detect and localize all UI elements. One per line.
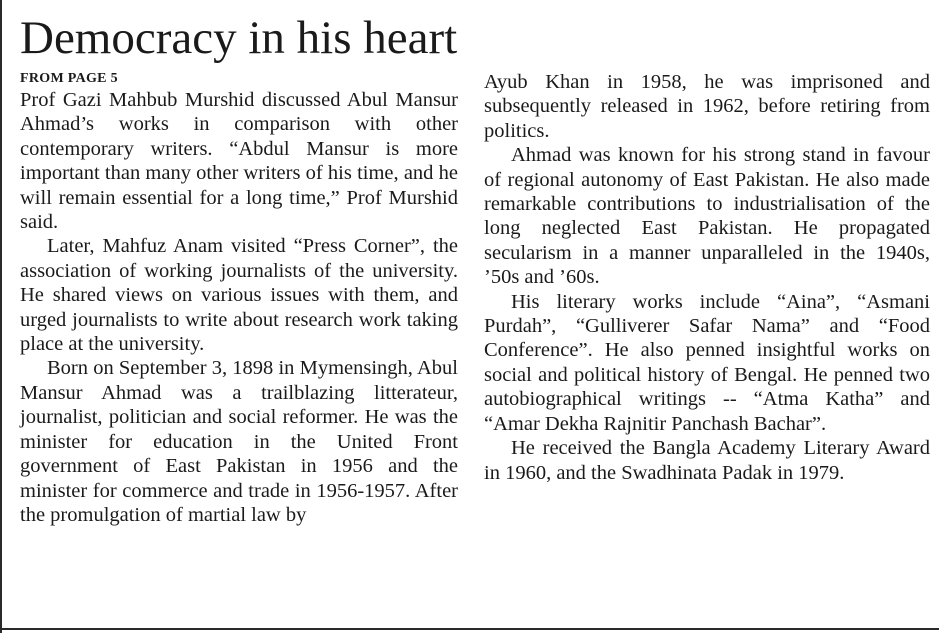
article-column-right	[484, 70, 930, 485]
news-article	[20, 0, 930, 625]
paragraph-press-corner: Later, Mahfuz Anam visited “Press Corner”, the association of working journalists of the university. He shared views on various issues with them, and urged journalists to write about research work taking place at the university.	[20, 235, 458, 356]
bottom-rule	[0, 628, 939, 630]
paragraph-biography: Born on September 3, 1898 in Mymensingh, Abul Mansur Ahmad was a trailblazing litterateur, journalist, politician and social reformer. He was the minister for education in the United Front government of East Pakistan in 1956 and the minister for commerce and trade in 1956-1957. After the promulgation of martial law by	[20, 357, 458, 526]
paragraph-biography-continued: Ayub Khan in 1958, he was imprisoned and subsequently released in 1962, before retiring from politics.	[484, 71, 930, 142]
continuation-kicker: FROM PAGE 5	[20, 71, 118, 86]
paragraph-regional-autonomy: Ahmad was known for his strong stand in favour of regional autonomy of East Pakistan. He also made remarkable contributions to industrialisation of the long neglected East Pakistan. He propagated secularism in a manner unparalleled in the 1940s, ’50s and ’60s.	[484, 144, 930, 289]
left-column-rule	[0, 0, 2, 633]
paragraph-awards: He received the Bangla Academy Literary Award in 1960, and the Swadhinata Padak in 1979.	[484, 437, 930, 484]
headline: Democracy in his heart	[20, 12, 458, 64]
paragraph-literary-works: His literary works include “Aina”, “Asmani Purdah”, “Gulliverer Safar Nama” and “Food Conference”. He also penned insightful works on social and political history of Bengal. He penned two autobiographical writings -- “Atma Katha” and “Amar Dekha Rajnitir Panchash Bachar”.	[484, 290, 930, 435]
article-column-left	[20, 70, 458, 527]
paragraph-murshid-quote: Prof Gazi Mahbub Murshid discussed Abul Mansur Ahmad’s works in comparison with other contemporary writers. “Abdul Mansur is more important than many other writers of his time, and he will remain essential for a long time,” Prof Murshid said.	[20, 89, 458, 234]
